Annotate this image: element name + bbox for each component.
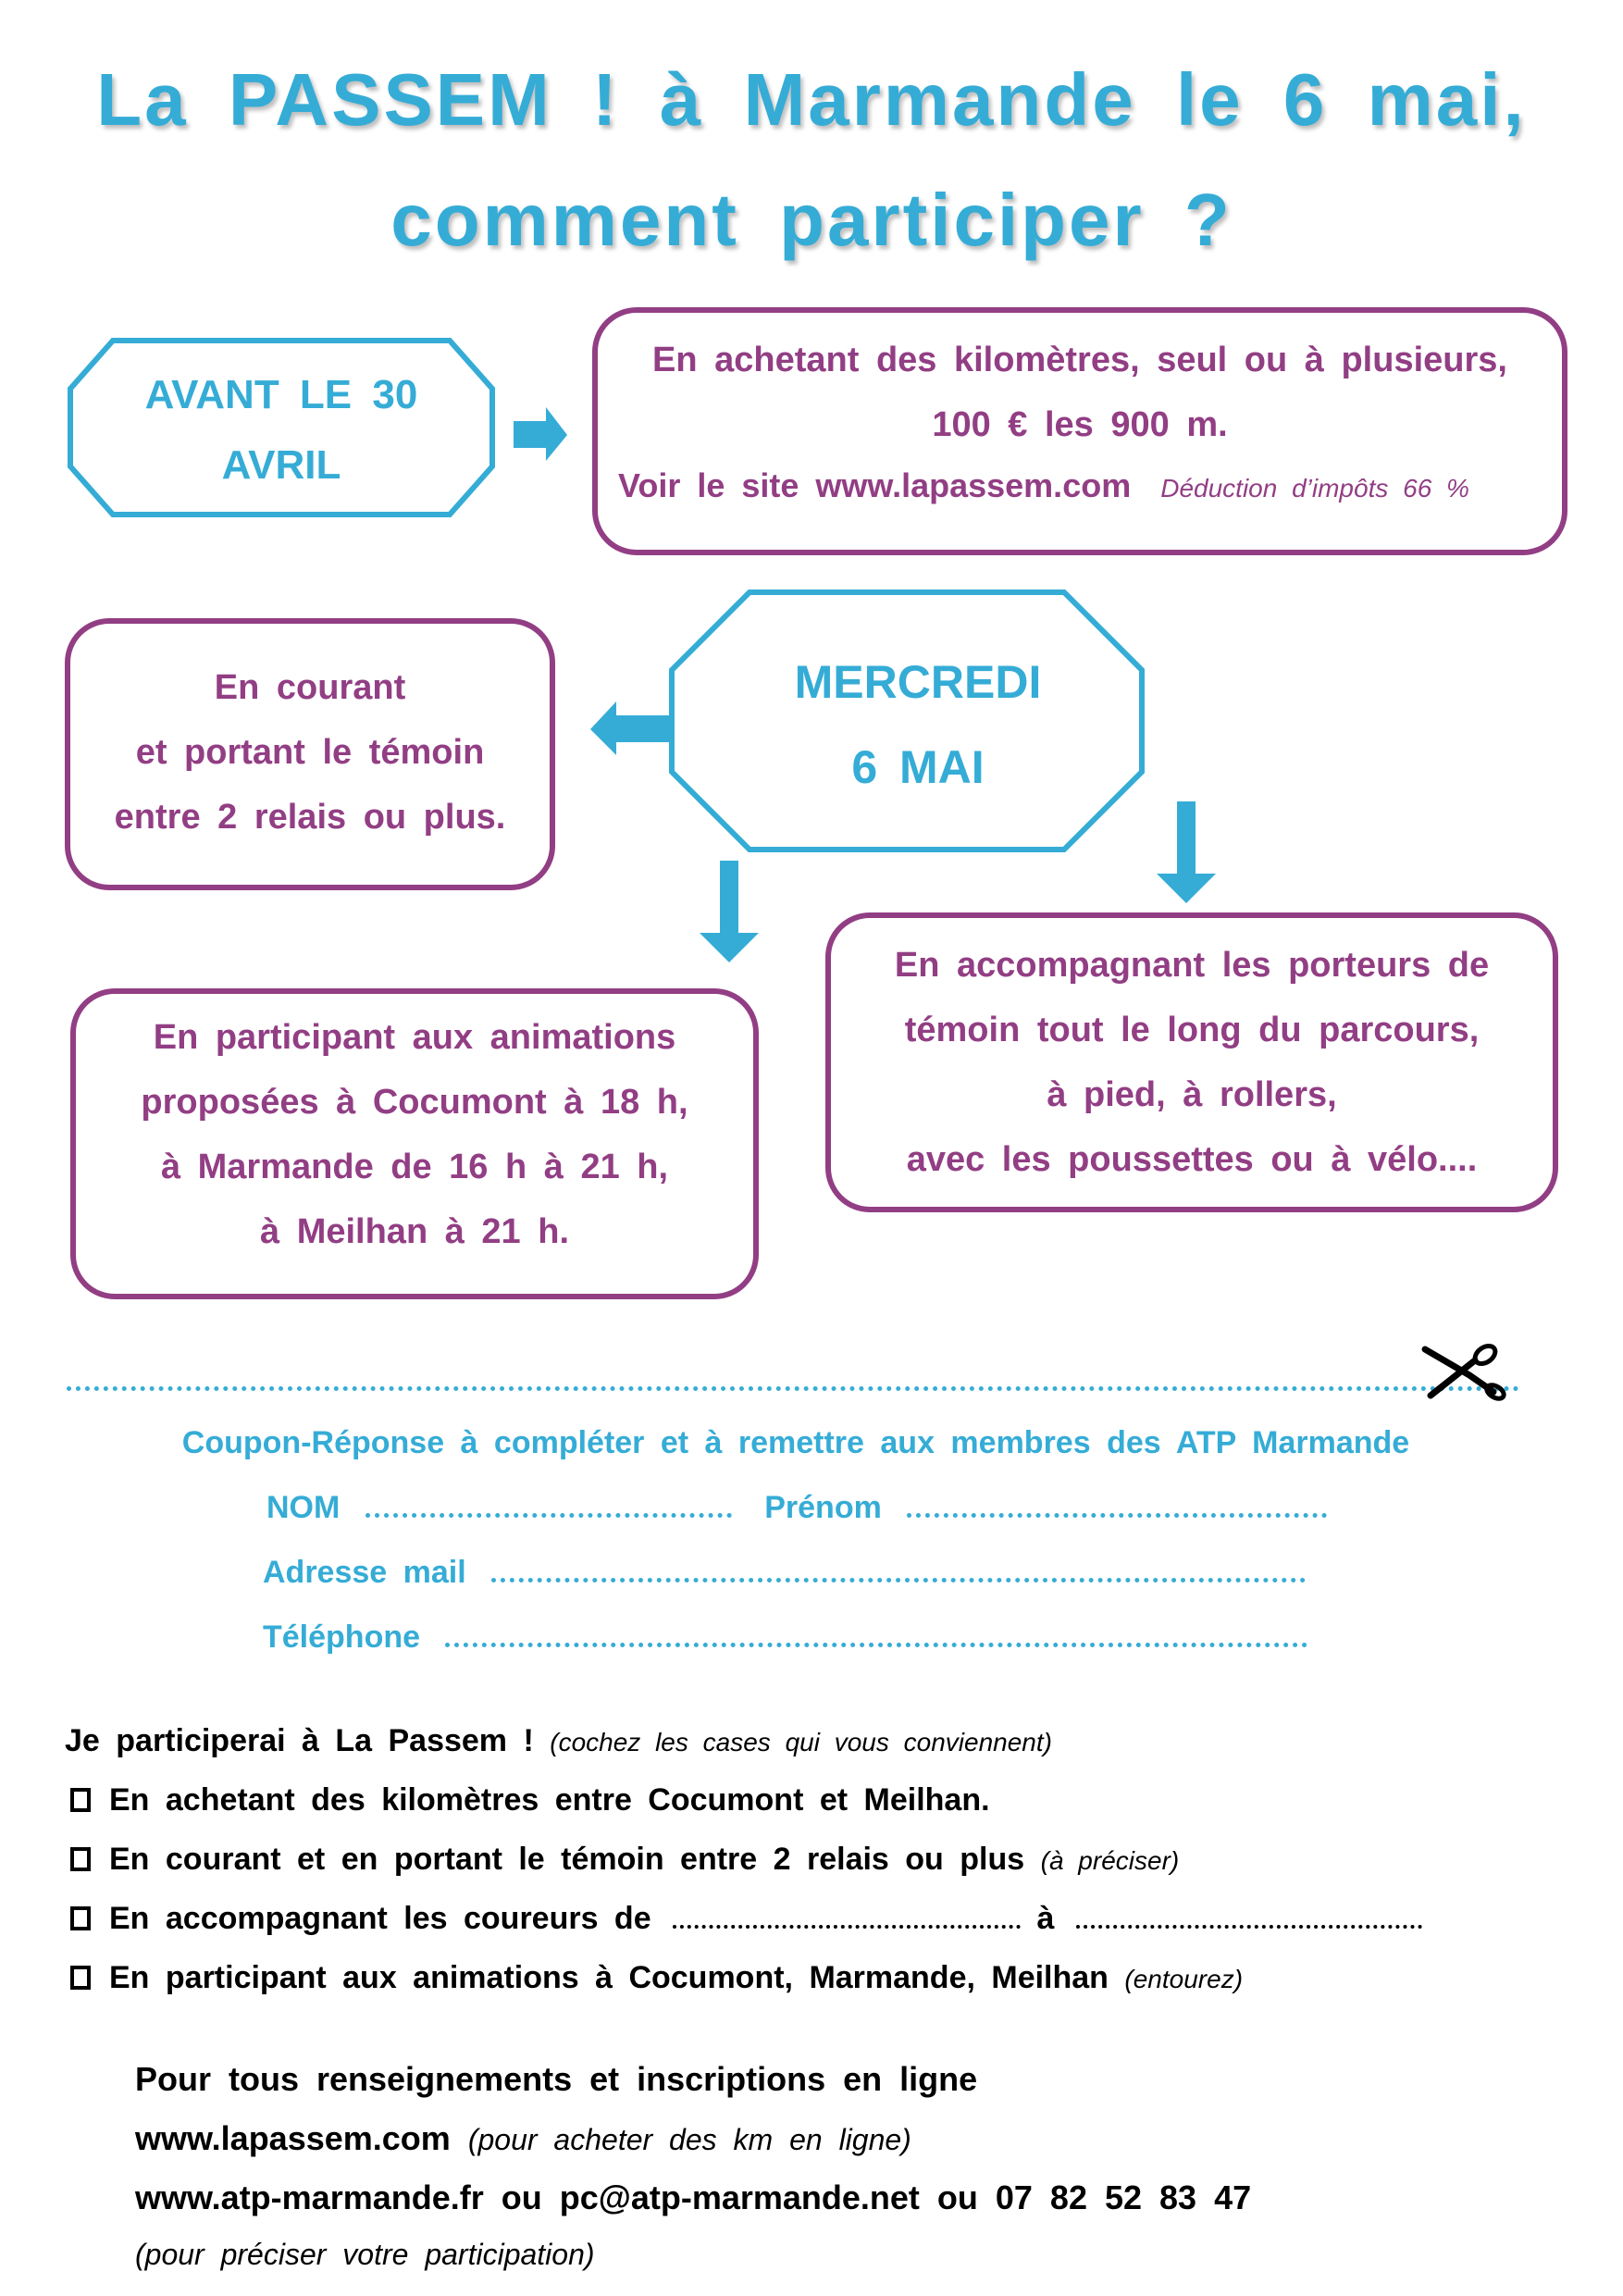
checkbox[interactable]	[70, 1906, 91, 1930]
contact-note: (pour préciser votre participation)	[135, 2238, 595, 2271]
arrow-left-icon	[590, 701, 674, 757]
phone-label: Téléphone	[263, 1620, 421, 1655]
octagon-shape	[668, 589, 1146, 853]
info-site-row	[135, 2119, 911, 2158]
arrow-down-icon	[1157, 801, 1221, 905]
option-run-box	[65, 618, 555, 890]
prenom-field[interactable]	[907, 1513, 1327, 1518]
email-label: Adresse mail	[263, 1555, 466, 1590]
option-animations-line3: à Marmande de 16 h à 21 h,	[160, 1148, 669, 1186]
option-run-line3: entre 2 relais ou plus.	[114, 798, 506, 837]
option-accompany-line1: En accompagnant les porteurs de	[894, 946, 1490, 985]
page-title-line2: comment participer ?	[390, 179, 1233, 261]
option-buy-website[interactable]: Voir le site www.lapassem.com	[618, 466, 1132, 504]
option-label: En accompagnant les coureurs de	[109, 1901, 651, 1936]
lapassem-link[interactable]: www.lapassem.com	[135, 2119, 451, 2157]
deadline-line1: AVANT LE 30	[144, 372, 418, 417]
option-animations-line2: proposées à Cocumont à 18 h,	[141, 1083, 688, 1122]
option-accompany-line2: témoin tout le long du parcours,	[904, 1011, 1480, 1049]
event-date-line2: 6 MAI	[851, 741, 985, 793]
email-row	[263, 1555, 1306, 1591]
event-date-octagon	[668, 589, 1146, 853]
email-field[interactable]	[491, 1578, 1306, 1582]
option-buy-line1: En achetant des kilomètres, seul ou à plusieurs,	[652, 341, 1507, 379]
deadline-line2: AVRIL	[221, 442, 341, 488]
page-title-line1: La PASSEM ! à Marmande le 6 mai,	[96, 58, 1527, 141]
participation-heading-text: Je participerai à La Passem !	[65, 1723, 534, 1758]
contact-line[interactable]: www.atp-marmande.fr ou pc@atp-marmande.net ou 07 82 52 83 47	[135, 2178, 1252, 2216]
lapassem-note: (pour acheter des km en ligne)	[467, 2123, 911, 2156]
option-animations-line1: En participant aux animations	[153, 1018, 676, 1057]
option-label: En participant aux animations à Cocumont, Marmande, Meilhan	[109, 1960, 1109, 1995]
octagon-shape	[67, 337, 496, 518]
phone-row	[263, 1620, 1307, 1656]
option-note: (entourez)	[1124, 1965, 1244, 1993]
deadline-octagon	[67, 337, 496, 518]
option-note: (à préciser)	[1040, 1846, 1180, 1875]
to-field[interactable]	[1076, 1925, 1422, 1929]
nom-label: NOM	[266, 1490, 341, 1525]
participation-option	[70, 1960, 1243, 1996]
option-accompany-line4: avec les poussettes ou à vélo....	[906, 1140, 1478, 1179]
participation-option	[70, 1901, 1422, 1937]
phone-field[interactable]	[445, 1643, 1307, 1647]
option-accompany-line3: à pied, à rollers,	[1047, 1075, 1337, 1114]
name-row	[266, 1490, 1327, 1526]
option-animations-box	[70, 988, 759, 1299]
participation-heading-note: (cochez les cases qui vous conviennent)	[550, 1728, 1052, 1756]
option-buy-line2: 100 € les 900 m.	[932, 405, 1228, 444]
info-line1: Pour tous renseignements et inscriptions en ligne	[135, 2060, 978, 2098]
tax-deduction-note: Déduction d’impôts 66 %	[1160, 474, 1469, 503]
prenom-label: Prénom	[764, 1490, 882, 1525]
checkbox[interactable]	[70, 1966, 91, 1990]
participation-option	[70, 1842, 1179, 1878]
from-field[interactable]	[673, 1925, 1021, 1929]
scissors-icon	[1423, 1344, 1506, 1399]
participation-option	[70, 1782, 990, 1818]
option-label: En achetant des kilomètres entre Cocumont et Meilhan.	[109, 1782, 990, 1818]
checkbox[interactable]	[70, 1788, 91, 1812]
nom-field[interactable]	[365, 1513, 732, 1518]
option-run-line1: En courant	[214, 668, 406, 707]
option-buy-box	[592, 307, 1567, 555]
option-middle: à	[1036, 1901, 1055, 1936]
participation-heading	[65, 1723, 1052, 1759]
option-accompany-box	[825, 912, 1558, 1212]
option-run-line2: et portant le témoin	[135, 733, 485, 772]
option-label: En courant et en portant le témoin entre 2 relais ou plus	[109, 1842, 1025, 1877]
cut-line	[67, 1386, 1519, 1391]
coupon-heading: Coupon-Réponse à compléter et à remettre aux membres des ATP Marmande	[181, 1425, 1410, 1460]
arrow-right-icon	[514, 407, 569, 463]
event-date-line1: MERCREDI	[794, 656, 1042, 708]
arrow-down-icon	[700, 861, 764, 964]
option-animations-line4: à Meilhan à 21 h.	[260, 1212, 569, 1251]
checkbox[interactable]	[70, 1847, 91, 1871]
